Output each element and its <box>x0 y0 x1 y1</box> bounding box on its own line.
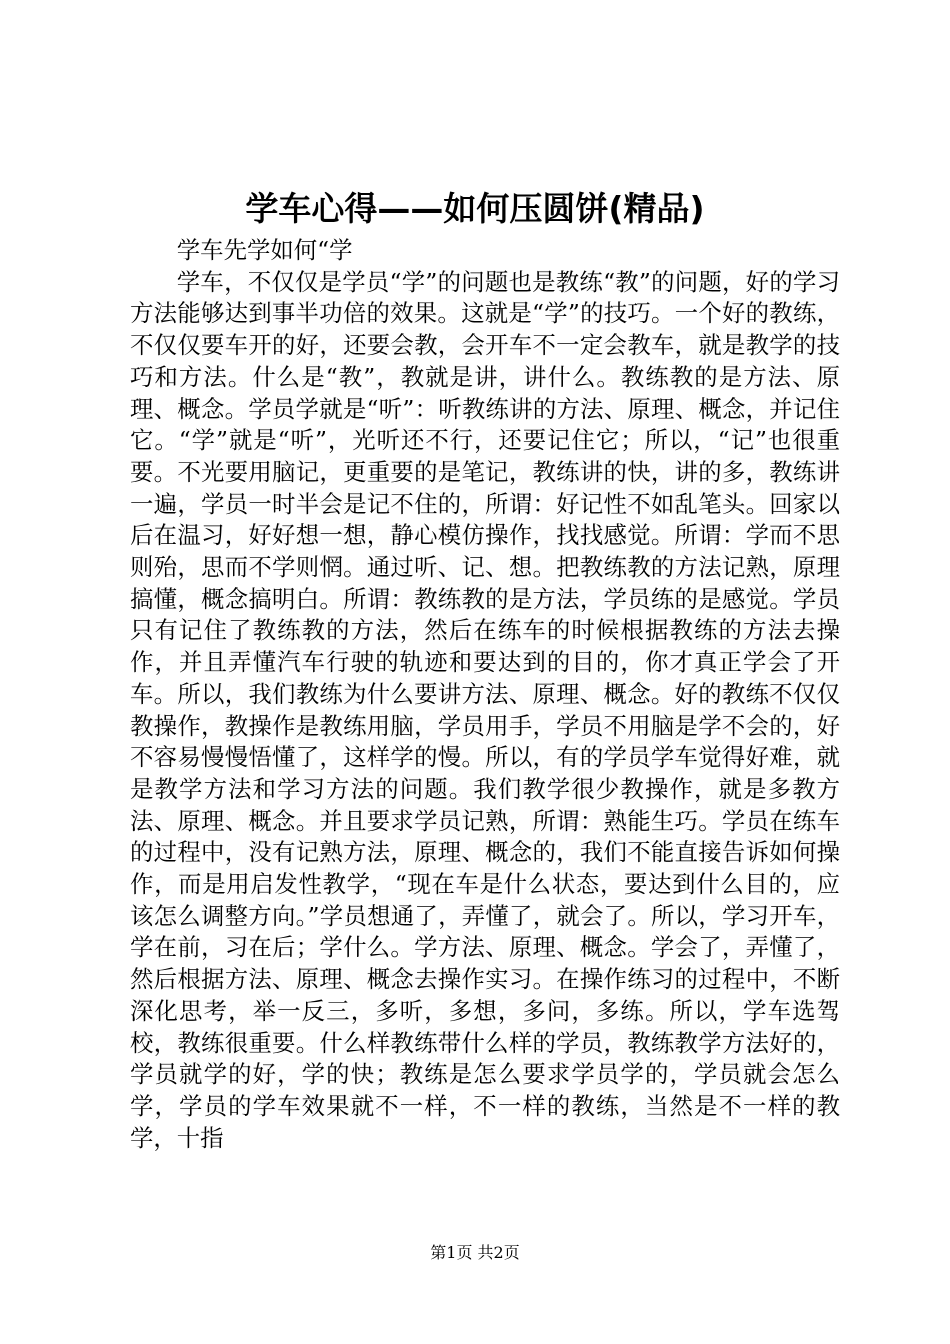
document-body <box>130 235 840 1154</box>
subheading: 学车先学如何“学 <box>176 236 353 264</box>
page-footer: 第1页 共2页 <box>430 1243 520 1262</box>
body-paragraph: 学车，不仅仅是学员“学”的问题也是教练“教”的问题，好的学习方法能够达到事半功倍的效果。这就是“学”的技巧。一个好的教练，不仅仅要车开的好，还要会教，会开车不一定会教车，就是教学的技巧和方法。什么是“教”，教就是讲，讲什么。教练教的是方法、原理、概念。学员学就是“听”：听教练讲的方法、原理、概念，并记住它。“学”就是“听”，光听还不行，还要记住它；所以，“记”也很重要。不光要用脑记，更重要的是笔记，教练讲的快，讲的多，教练讲一遍，学员一时半会是记不住的，所谓：好记性不如乱笔头。回家以后在温习，好好想一想，静心模仿操作，找找感觉。所谓：学而不思则殆，思而不学则惘。通过听、记、想。把教练教的方法记熟，原理搞懂，概念搞明白。所谓：教练教的是方法，学员练的是感觉。学员只有记住了教练教的方法，然后在练车的时候根据教练的方法去操作，并且弄懂汽车行驶的轨迹和要达到的目的，你才真正学会了开车。所以，我们教练为什么要讲方法、原理、概念。好的教练不仅仅教操作，教操作是教练用脑，学员用手，学员不用脑是学不会的，好不容易慢慢悟懂了，这样学的慢。所以，有的学员学车觉得好难，就是教学方法和学习方法的问题。我们教学很少教操作，就是多教方法、原理、概念。并且要求学员记熟，所谓：熟能生巧。学员在练车的过程中，没有记熟方法，原理、概念的，我们不能直接告诉如何操作，而是用启发性教学，“现在车是什么状态，要达到什么目的，应该怎么调整方向。”学员想通了，弄懂了，就会了。所以，学习开车，学在前，习在后；学什么。学方法、原理、概念。学会了，弄懂了，然后根据方法、原理、概念去操作实习。在操作练习的过程中，不断深化思考，举一反三，多听，多想，多问，多练。所以，学车选驾校，教练很重要。什么样教练带什么样的学员，教练教学方法好的，学员就学的好，学的快；教练是怎么要求学员学的，学员就会怎么学，学员的学车效果就不一样，不一样的教练，当然是不一样的教学，十指 <box>130 267 840 1152</box>
document-title: 学车心得——如何压圆饼(精品) <box>245 189 705 228</box>
